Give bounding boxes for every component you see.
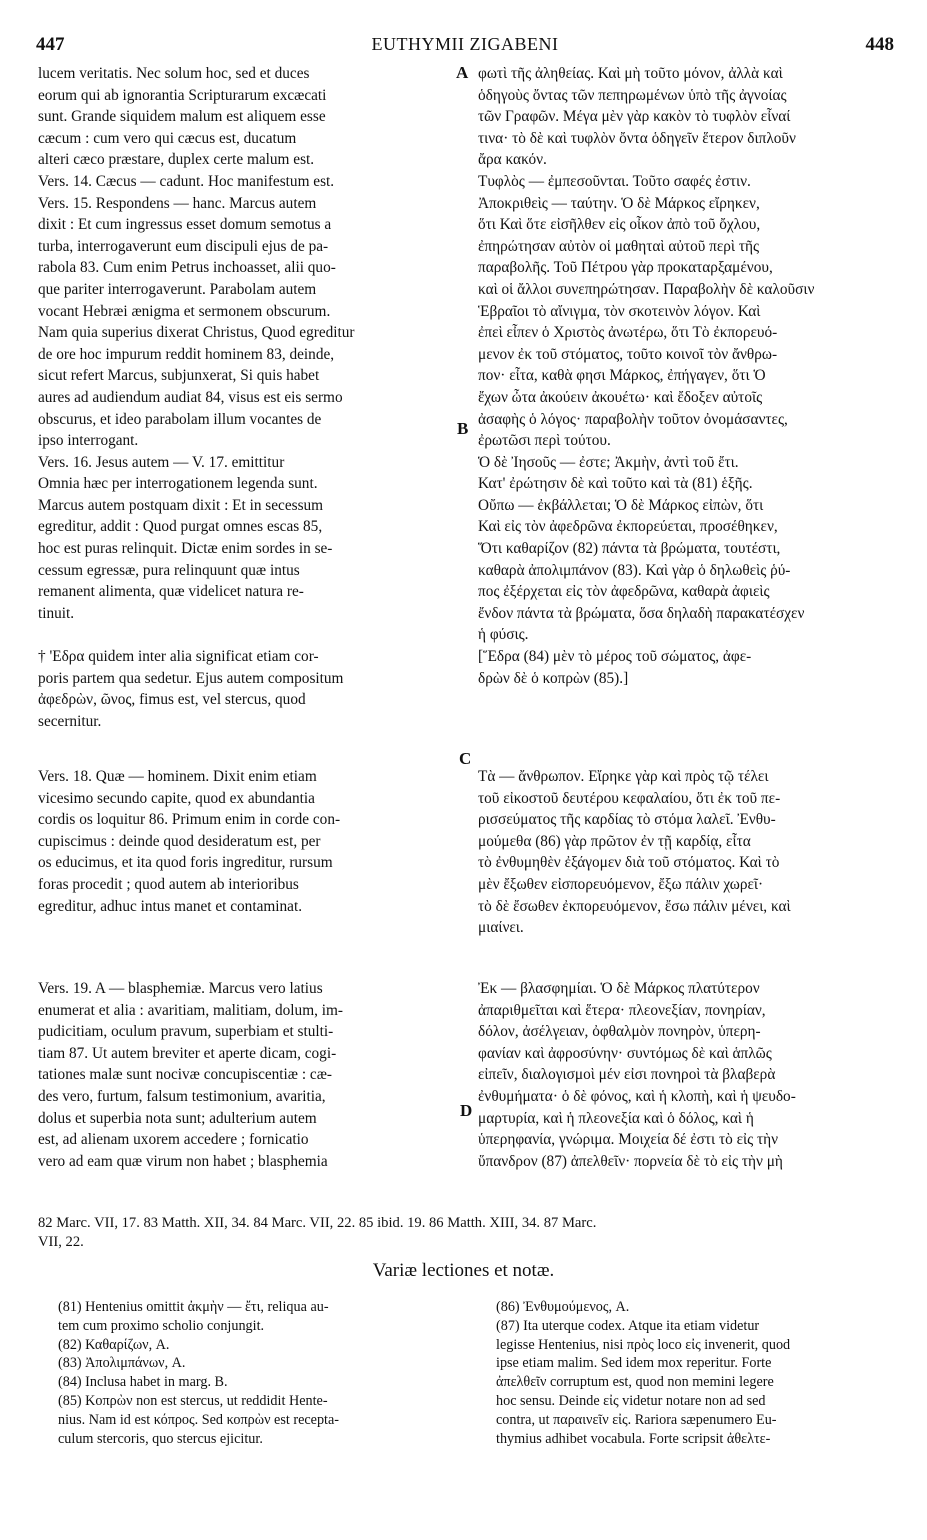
text-line: contra, ut παραινεῖν εἰς. Rariora sæpenumero Eu- bbox=[496, 1411, 777, 1428]
text-line: Nam quia superius dixerat Christus, Quod egreditur bbox=[38, 324, 355, 342]
text-line: nius. Nam id est κόπρος. Sed κοπρὼν est recepta- bbox=[58, 1411, 340, 1428]
text-line: Vers. 15. Respondens — hanc. Marcus autem bbox=[38, 194, 317, 212]
text-line: μενον ἐκ τοῦ στόματος, τοῦτο κοινοῖ τὸν ἄνθρω- bbox=[478, 345, 778, 363]
text-line: ἔνδον πάντα τὰ βρώματα, ὅσα δηλαδὴ παρακατέσχεν bbox=[478, 604, 805, 622]
text-line: μιαίνει. bbox=[478, 919, 524, 937]
text-line: Ἐκ — βλασφημίαι. Ὁ δὲ Μάρκος πλατύτερον bbox=[478, 980, 760, 997]
page-number-right: 448 bbox=[865, 34, 894, 55]
text-line: des vero, furtum, falsum testimonium, avaritia, bbox=[38, 1087, 326, 1105]
text-line: δόλον, ἀσέλγειαν, ὀφθαλμὸν πονηρὸν, ὑπερη- bbox=[478, 1023, 761, 1041]
text-line: τῶν Γραφῶν. Μέγα μὲν γὰρ κακὸν τὸ τυφλὸν εἶναί bbox=[478, 108, 791, 126]
text-line: (83) Ἀπολιμπάνων, A. bbox=[58, 1355, 186, 1372]
text-line: ἐπηρώτησαν αὐτὸν οἱ μαθηταὶ αὐτοῦ περὶ τῆς bbox=[478, 237, 760, 255]
text-line: tinuit. bbox=[38, 604, 75, 622]
text-line: Τὰ — ἄνθρωπον. Εἴρηκε γὰρ καὶ πρὸς τῷ τέλει bbox=[478, 768, 769, 785]
text-line: de ore hoc impurum reddit hominem 83, deinde, bbox=[38, 345, 335, 363]
text-line: remanent alimenta, quæ videlicet natura re- bbox=[38, 583, 304, 601]
text-line: Κατ' ἐρώτησιν δὲ καὶ τοῦτο καὶ τὰ (81) ἑξῆς. bbox=[478, 475, 753, 493]
text-line: ἀσαφὴς ὁ λόγος· παραβολὴν τοῦτον ὀνομάσαντες, bbox=[478, 410, 788, 428]
text-line: μαρτυρία, καὶ ἡ πλεονεξία καὶ ὁ δόλος, καὶ ἡ bbox=[478, 1109, 754, 1127]
text-line: ἀπελθεῖν corruptum est, quod non memini legere bbox=[496, 1374, 774, 1391]
text-line: δρὼν δὲ ὁ κοπρὼν (85).] bbox=[478, 669, 629, 687]
text-line: ρισσεύματος τῆς καρδίας τὸ στόμα λαλεῖ. Ἐνθυ- bbox=[478, 811, 776, 829]
text-line: poris partem qua sedetur. Ejus autem compositum bbox=[38, 669, 344, 687]
text-line: que pariter interrogaverunt. Parabolam autem bbox=[38, 280, 317, 298]
text-line: ἡ φύσις. bbox=[478, 626, 529, 644]
text-line: rabola 83. Cum enim Petrus inchoasset, alii quo- bbox=[38, 259, 336, 277]
text-line: foras procedit ; quod autem ab interioribus bbox=[38, 875, 299, 893]
text-line: (86) Ἐνθυμούμενος, A. bbox=[496, 1299, 630, 1315]
text-line: ipse etiam malim. Sed idem mox reperitur. Forte bbox=[496, 1355, 772, 1372]
text-line: (82) Καθαρίζων, A. bbox=[58, 1336, 170, 1353]
text-line: ἐρωτῶσι περὶ τούτου. bbox=[478, 432, 611, 450]
text-line: tiam 87. Ut autem breviter et aperte dicam, cogi- bbox=[38, 1044, 337, 1062]
text-line: Vers. 19. A — blasphemiæ. Marcus vero latius bbox=[38, 980, 323, 997]
text-line: legisse Hentenius, nisi πρὸς loco εἰς invenerit, quod bbox=[496, 1336, 791, 1353]
text-line: VII, 22. bbox=[38, 1234, 84, 1250]
text-line: μὲν ἔξωθεν εἰσπορευόμενον, ἔξω πάλιν χωρεῖ· bbox=[478, 875, 764, 893]
text-line: alteri cæco præstare, duplex certe malum est. bbox=[38, 151, 315, 169]
text-line: Οὔπω — ἐκβάλλεται; Ὁ δὲ Μάρκος εἰπὼν, ὅτι bbox=[478, 496, 764, 514]
text-line: ἐπεὶ εἶπεν ὁ Χριστὸς ἀνωτέρω, ὅτι Τὸ ἐκπορευό- bbox=[478, 324, 778, 342]
text-line: cæcum : cum vero qui cæcus est, ducatum bbox=[38, 129, 297, 147]
text-line: πον· εἶτα, καθὰ φησι Μάρκος, ἐπήγαγεν, ὅτι Ὁ bbox=[478, 367, 766, 385]
text-line: [Ἕδρα (84) μὲν τὸ μέρος τοῦ σώματος, ἀφε- bbox=[478, 648, 752, 666]
text-line: φανίαν καὶ ἀφροσύνην· συντόμως δὲ καὶ ἁπλῶς bbox=[478, 1044, 772, 1062]
text-line: (84) Inclusa habet in marg. B. bbox=[58, 1374, 228, 1391]
text-line: εἰπεῖν, διαλογισμοὶ μέν εἰσι πονηροὶ τὰ βλαβερὰ bbox=[478, 1066, 776, 1084]
margin-marker-d: D bbox=[460, 1101, 473, 1120]
text-line: Vers. 18. Quæ — hominem. Dixit enim etiam bbox=[38, 768, 317, 785]
text-line: τινα· τὸ δὲ καὶ τυφλὸν ὄντα ὁδηγεῖν ἕτερον διπλοῦν bbox=[478, 129, 796, 147]
text-line: cupiscimus : deinde quod desideratum est, per bbox=[38, 832, 321, 850]
text-line: ὅτι Καὶ ὅτε εἰσῆλθεν εἰς οἶκον ἀπὸ τοῦ ὄχλου, bbox=[478, 216, 761, 234]
page-number-left: 447 bbox=[36, 34, 65, 55]
text-line: dixit : Et cum ingressus esset domum semotus a bbox=[38, 216, 332, 234]
text-line: (87) Ita uterque codex. Atque ita etiam videtur bbox=[496, 1317, 760, 1334]
margin-marker-b: B bbox=[457, 419, 469, 438]
variae-heading: Variæ lectiones et notæ. bbox=[372, 1260, 555, 1281]
text-line: ἀφεδρὼν, ῶνος, fimus est, vel stercus, quod bbox=[38, 691, 306, 709]
running-title: EUTHYMII ZIGABENI bbox=[371, 34, 559, 54]
text-line: cessum egressæ, pura relinquunt quæ intus bbox=[38, 561, 300, 579]
text-line: μούμεθα (86) γὰρ πρῶτον ἐν τῇ καρδίᾳ, εἶτα bbox=[478, 832, 751, 850]
text-line: egreditur, adhuc intus manet et contaminat. bbox=[38, 897, 303, 915]
text-line: ὕπανδρον (87) ἀπελθεῖν· πορνεία δὲ τὸ εἰς τὴν μὴ bbox=[478, 1152, 783, 1170]
text-line: hoc est puras relinquit. Dictæ enim sordes in se- bbox=[38, 540, 333, 558]
latin-column-block-3 bbox=[38, 978, 456, 1172]
greek-column-block-1 bbox=[478, 63, 892, 689]
text-line: Καὶ εἰς τὸν ἀφεδρῶνα ἐκπορεύεται, προσέθηκεν, bbox=[478, 518, 778, 536]
text-line: φωτὶ τῆς ἀληθείας. Καὶ μὴ τοῦτο μόνον, ἀλλὰ καὶ bbox=[478, 65, 783, 82]
notes-left-column bbox=[58, 1298, 450, 1448]
text-line: (81) Hentenius omittit ἀκμὴν — ἔτι, reliqua au- bbox=[58, 1299, 329, 1315]
text-line: ὑπερηφανία, γνώριμα. Μοιχεία δέ ἐστι τὸ εἰς τὴν bbox=[478, 1131, 779, 1149]
text-line: ἔχων ὦτα ἀκούειν ἀκουέτω· καὶ ἔδοξεν αὐτοῖς bbox=[478, 388, 763, 406]
text-line: lucem veritatis. Nec solum hoc, sed et duces bbox=[38, 65, 310, 82]
latin-column-block-1 bbox=[38, 63, 456, 732]
text-line: culum stercoris, quo stercus ejicitur. bbox=[58, 1430, 263, 1447]
greek-column-block-3 bbox=[478, 978, 892, 1172]
latin-column-block-2 bbox=[38, 766, 456, 917]
text-line: vicesimo secundo capite, quod ex abundantia bbox=[38, 789, 315, 807]
text-line: τὸ ἐνθυμηθὲν ἐξάγομεν διὰ τοῦ στόματος. Καὶ τὸ bbox=[478, 854, 780, 872]
text-line: dolus et superbia nota sunt; adulterium autem bbox=[38, 1109, 317, 1127]
text-line: καθαρὰ ἀπολιμπάνον (83). Καὶ γὰρ ὁ δηλωθεὶς ῥύ- bbox=[478, 561, 791, 579]
text-line: Τυφλὸς — ἐμπεσοῦνται. Τοῦτο σαφές ἐστιν. bbox=[478, 172, 751, 190]
text-line: est, ad alienam uxorem accedere ; fornicatio bbox=[38, 1131, 309, 1149]
text-line: (85) Κοπρὼν non est stercus, ut reddidit Hente- bbox=[58, 1392, 328, 1409]
text-line bbox=[38, 624, 456, 646]
text-line: τὸ δὲ ἔσωθεν ἐκπορευόμενον, ἔσω πάλιν μένει, καὶ bbox=[478, 897, 791, 915]
text-line: hoc sensu. Deinde εἰς videtur notare non ad sed bbox=[496, 1392, 766, 1409]
text-line: sunt. Grande siquidem malum est aliquem esse bbox=[38, 108, 326, 126]
text-line: καὶ οἱ ἄλλοι συνεπηρώτησαν. Παραβολὴν δὲ καλοῦσιν bbox=[478, 280, 815, 298]
text-line: Ἑβραῖοι τὸ αἴνιγμα, τὸν σκοτεινὸν λόγον. Καὶ bbox=[478, 302, 761, 320]
text-line: † 'Εδρα quidem inter alia significat etiam cor- bbox=[38, 648, 319, 666]
text-line: ὁδηγοὺς ὄντας τῶν πεπηρωμένων ὑπὸ τῆς ἀγνοίας bbox=[478, 86, 787, 104]
text-line: Ἀποκριθεὶς — ταύτην. Ὁ δὲ Μάρκος εἴρηκεν, bbox=[478, 194, 760, 212]
text-line: Marcus autem postquam dixit : Et in secessum bbox=[38, 496, 324, 514]
text-line: obscurus, et ideo parabolam illum vocantes de bbox=[38, 410, 322, 428]
text-line: aures ad audiendum audiat 84, visus est eis sermo bbox=[38, 388, 343, 406]
text-line: πος ἐξέρχεται εἰς τὸν ἀφεδρῶνα, καθαρὰ ἀφιεὶς bbox=[478, 583, 770, 601]
text-line: Vers. 16. Jesus autem — V. 17. emittitur bbox=[38, 453, 285, 471]
text-line: secernitur. bbox=[38, 712, 102, 730]
text-line: tem cum proximo scholio conjungit. bbox=[58, 1317, 265, 1334]
notes-right-column bbox=[496, 1298, 894, 1448]
text-line: egreditur, addit : Quod purgat omnes escas 85, bbox=[38, 518, 323, 536]
text-line: Vers. 14. Cæcus — cadunt. Hoc manifestum est. bbox=[38, 172, 335, 190]
text-line: vero ad eam quæ virum non habet ; blasphemia bbox=[38, 1152, 328, 1170]
text-line: tationes malæ sunt nocivæ concupiscentiæ : cæ- bbox=[38, 1066, 332, 1084]
text-line: ἀπαριθμεῖται καὶ ἕτερα· πλεονεξίαν, πονηρίαν, bbox=[478, 1001, 766, 1019]
text-line: ἄρα κακόν. bbox=[478, 151, 547, 169]
margin-marker-a: A bbox=[456, 63, 469, 82]
text-line: cordis os loquitur 86. Primum enim in corde con- bbox=[38, 811, 341, 829]
text-line: os educimus, et ita quod foris ingreditur, rursum bbox=[38, 854, 333, 872]
scripture-references bbox=[38, 1214, 894, 1252]
text-line: Ὁ δὲ Ἰησοῦς — ἐστε; Ἀκμὴν, ἀντὶ τοῦ ἔτι. bbox=[478, 453, 739, 471]
text-line: Omnia hæc per interrogationem legenda sunt. bbox=[38, 475, 318, 493]
text-line: eorum qui ab ignorantia Scripturarum excæcati bbox=[38, 86, 327, 104]
text-line: ἐνθυμήματα· ὁ δὲ φόνος, καὶ ἡ κλοπὴ, καὶ ἡ ψευδο- bbox=[478, 1087, 796, 1105]
text-line: pudicitiam, oculum pravum, superbiam et stulti- bbox=[38, 1023, 334, 1041]
text-line: 82 Marc. VII, 17. 83 Matth. XII, 34. 84 Marc. VII, 22. 85 ibid. 19. 86 Matth. XIII, 34. 87 Marc. bbox=[38, 1215, 597, 1231]
margin-marker-c: C bbox=[459, 749, 472, 768]
text-line: thymius adhibet vocabula. Forte scripsit ἀθελτε- bbox=[496, 1430, 771, 1447]
greek-column-block-2 bbox=[478, 766, 892, 939]
text-line: turba, interrogaverunt eum discipuli ejus de pa- bbox=[38, 237, 329, 255]
text-line: τοῦ εἰκοστοῦ δευτέρου κεφαλαίου, ὅτι ἐκ τοῦ πε- bbox=[478, 789, 781, 807]
text-line: enumerat et alia : avaritiam, malitiam, dolum, im- bbox=[38, 1001, 343, 1019]
text-line: sicut refert Marcus, subjunxerat, Si quis habet bbox=[38, 367, 320, 385]
text-line: Ὅτι καθαρίζον (82) πάντα τὰ βρώματα, τουτέστι, bbox=[478, 540, 781, 558]
text-line: παραβολῆς. Τοῦ Πέτρου γὰρ προκαταρξαμένου, bbox=[478, 259, 773, 277]
text-line: ipso interrogant. bbox=[38, 432, 139, 450]
text-line: vocant Hebræi ænigma et sermonem obscurum. bbox=[38, 302, 331, 320]
page-header bbox=[36, 34, 894, 60]
